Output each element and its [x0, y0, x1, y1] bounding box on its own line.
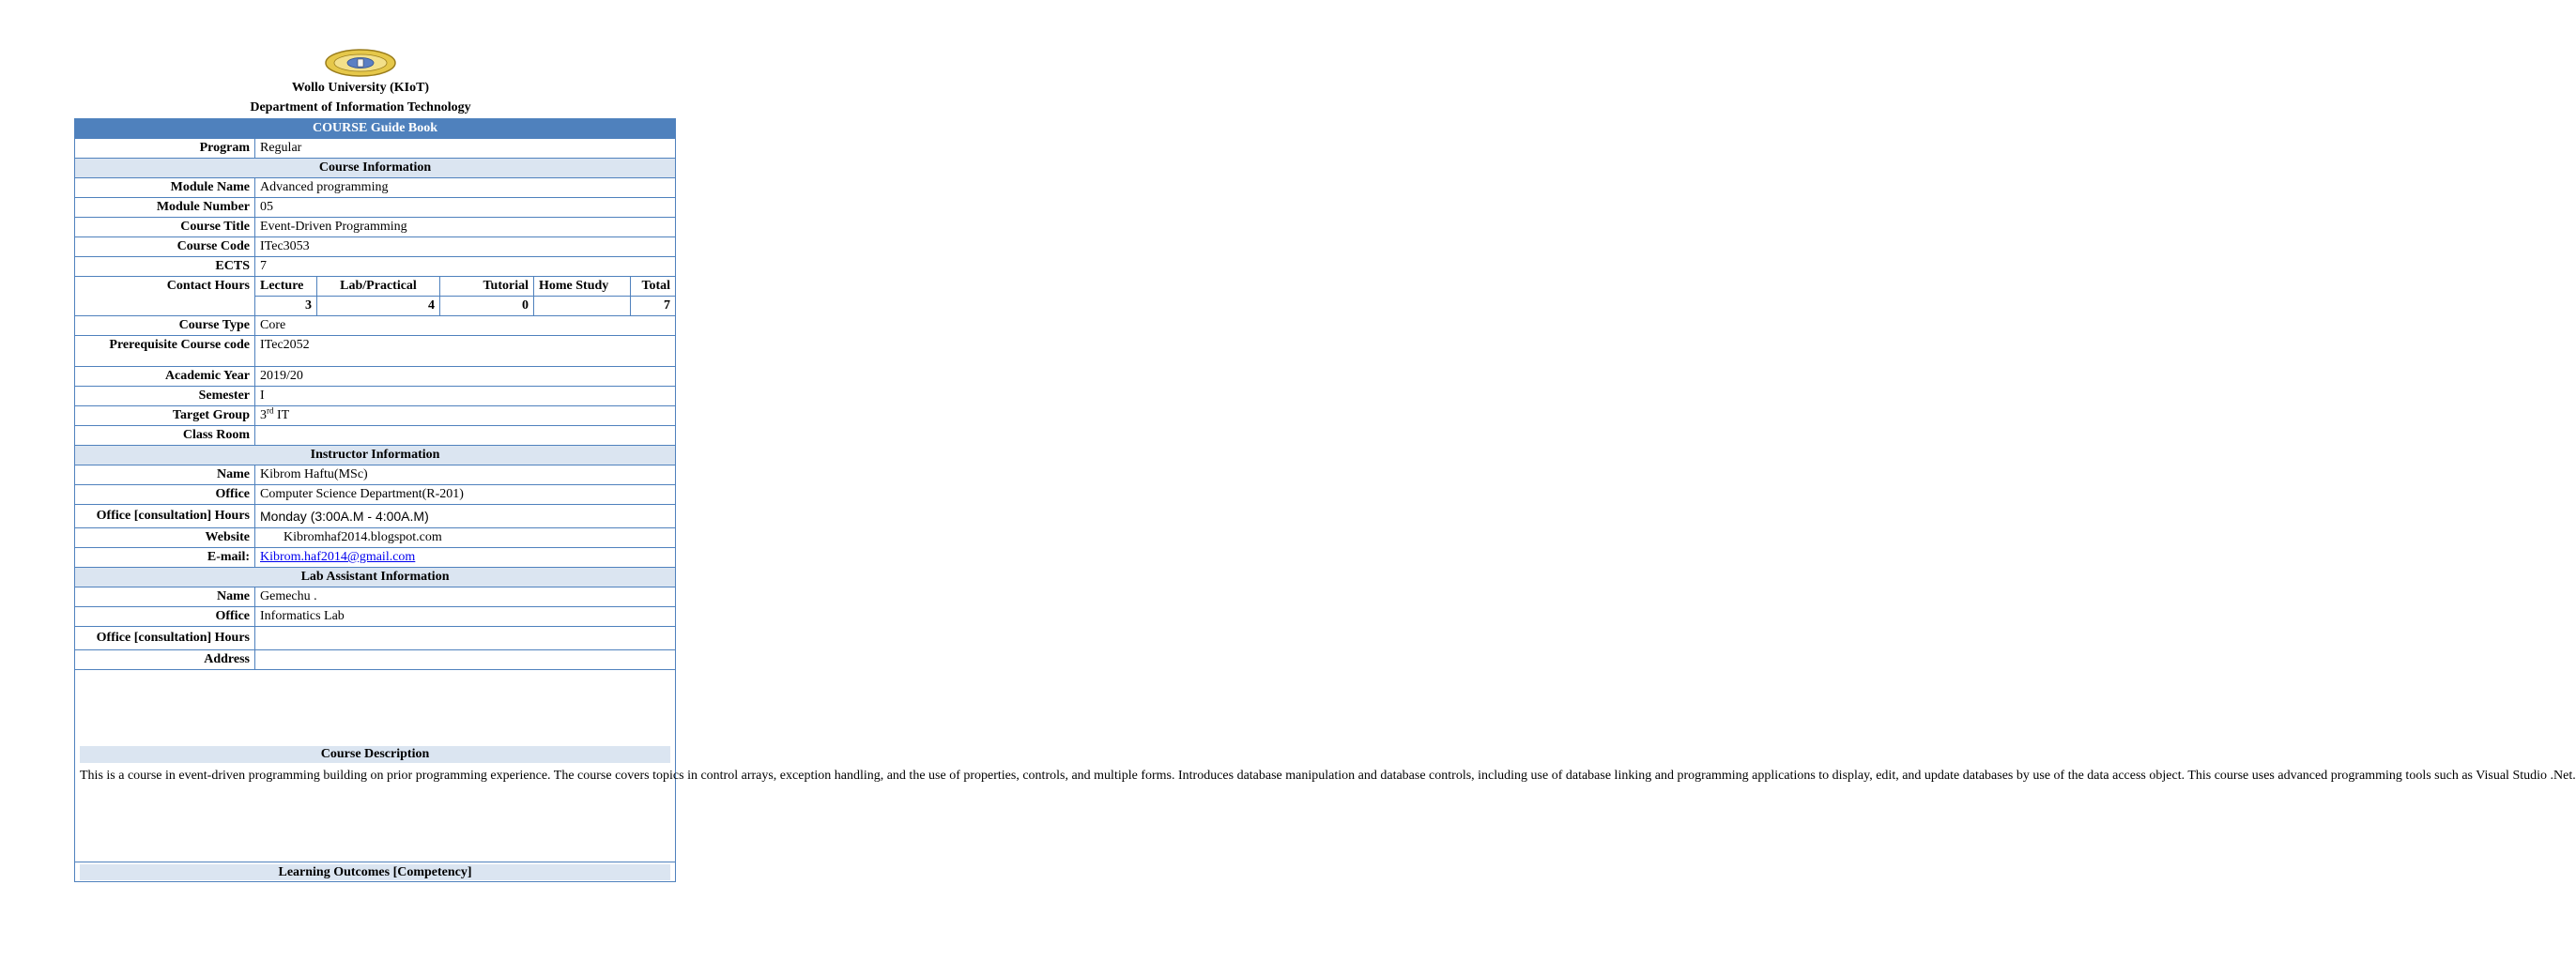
program-value: Regular: [255, 139, 676, 159]
contact-hours-header: Home Study: [534, 277, 631, 297]
target-group-text: IT: [273, 408, 290, 422]
instructor-website-label: Website: [75, 528, 255, 548]
academic-year-row: [75, 367, 676, 387]
banner-row: [75, 119, 676, 139]
contact-hours-header-row: [75, 277, 676, 297]
instructor-email-label: E-mail:: [75, 548, 255, 568]
academic-year-value: 2019/20: [255, 367, 676, 387]
course-title-value: Event-Driven Programming: [255, 218, 676, 237]
program-label: Program: [75, 139, 255, 159]
instructor-name-value: Kibrom Haftu(MSc): [255, 465, 676, 485]
module-number-label: Module Number: [75, 198, 255, 218]
lab-name-value: Gemechu .: [255, 587, 676, 607]
lab-hours-value: [255, 627, 676, 650]
lab-office-label: Office: [75, 607, 255, 627]
instructor-hours-row: [75, 505, 676, 528]
lab-hours-row: [75, 627, 676, 650]
instructor-website-value: Kibromhaf2014.blogspot.com: [255, 528, 676, 548]
course-description-text: This is a course in event-driven programming building on prior programming experience. The course covers topics in control arrays, exception handling, and the use of properties, controls, and multiple forms. Introduces database manipulation and database controls, including use of database linking and programming applications to display, edit, and update databases by use of the data access object. This course uses advanced programming tools such as Visual Studio .Net.: [80, 769, 2576, 783]
section-title: Lab Assistant Information: [75, 568, 676, 587]
semester-row: [75, 387, 676, 406]
class-room-value: [255, 426, 676, 446]
contact-hours-value: 3: [255, 297, 317, 316]
section-lab-assistant-information: [75, 568, 676, 587]
section-course-information: [75, 159, 676, 178]
ects-row: [75, 257, 676, 277]
semester-value: I: [255, 387, 676, 406]
module-number-row: [75, 198, 676, 218]
module-name-label: Module Name: [75, 178, 255, 198]
module-name-value: Advanced programming: [255, 178, 676, 198]
instructor-email-cell: [255, 548, 676, 568]
instructor-hours-value: Monday (3:00A.M - 4:00A.M): [255, 505, 676, 528]
learning-outcomes-row: [75, 862, 676, 882]
contact-hours-header: Lecture: [255, 277, 317, 297]
contact-hours-label: Contact Hours: [75, 277, 255, 316]
module-name-row: [75, 178, 676, 198]
lab-office-value: Informatics Lab: [255, 607, 676, 627]
course-code-value: ITec3053: [255, 237, 676, 257]
instructor-office-label: Office: [75, 485, 255, 505]
academic-year-label: Academic Year: [75, 367, 255, 387]
university-name: Wollo University (KIoT): [291, 81, 430, 95]
course-code-label: Course Code: [75, 237, 255, 257]
class-room-row: [75, 426, 676, 446]
target-group-ordinal: rd: [267, 405, 274, 416]
university-logo: [325, 49, 396, 77]
module-number-value: 05: [255, 198, 676, 218]
course-code-row: [75, 237, 676, 257]
ects-label: ECTS: [75, 257, 255, 277]
instructor-name-label: Name: [75, 465, 255, 485]
instructor-email-link[interactable]: Kibrom.haf2014@gmail.com: [260, 550, 416, 564]
instructor-website-row: [75, 528, 676, 548]
prerequisite-label: Prerequisite Course code: [75, 336, 255, 367]
learning-outcomes-title: Learning Outcomes [Competency]: [80, 864, 670, 880]
contact-hours-value: [534, 297, 631, 316]
section-instructor-information: [75, 446, 676, 465]
course-title-label: Course Title: [75, 218, 255, 237]
target-group-value: [255, 406, 676, 426]
lab-name-label: Name: [75, 587, 255, 607]
course-type-value: Core: [255, 316, 676, 336]
program-row: [75, 139, 676, 159]
course-type-row: [75, 316, 676, 336]
contact-hours-value: 0: [440, 297, 534, 316]
lab-hours-label: Office [consultation] Hours: [75, 627, 255, 650]
contact-hours-header: Total: [631, 277, 676, 297]
prerequisite-value: ITec2052: [255, 336, 676, 367]
instructor-hours-label: Office [consultation] Hours: [75, 505, 255, 528]
contact-hours-header: Tutorial: [440, 277, 534, 297]
instructor-office-value: Computer Science Department(R-201): [255, 485, 676, 505]
class-room-label: Class Room: [75, 426, 255, 446]
semester-label: Semester: [75, 387, 255, 406]
section-title: Course Information: [75, 159, 676, 178]
learning-outcomes-cell: [75, 862, 676, 882]
contact-hours-value: 7: [631, 297, 676, 316]
banner-title: COURSE Guide Book: [75, 119, 676, 139]
contact-hours-value: 4: [317, 297, 440, 316]
prerequisite-row: [75, 336, 676, 367]
target-group-number: 3: [260, 408, 267, 422]
course-description-title: Course Description: [80, 746, 670, 763]
lab-office-row: [75, 607, 676, 627]
lab-address-value: [255, 650, 676, 670]
section-title: Instructor Information: [75, 446, 676, 465]
ects-value: 7: [255, 257, 676, 277]
course-title-row: [75, 218, 676, 237]
lab-name-row: [75, 587, 676, 607]
course-description-cell: [75, 670, 2576, 862]
lab-address-label: Address: [75, 650, 255, 670]
course-description-row: [75, 670, 676, 862]
instructor-email-row: [75, 548, 676, 568]
target-group-label: Target Group: [75, 406, 255, 426]
department-name: Department of Information Technology: [250, 100, 471, 114]
target-group-row: [75, 406, 676, 426]
course-guide-table: [74, 118, 2576, 882]
lab-address-row: [75, 650, 676, 670]
course-type-label: Course Type: [75, 316, 255, 336]
contact-hours-header: Lab/Practical: [317, 277, 440, 297]
instructor-office-row: [75, 485, 676, 505]
instructor-name-row: [75, 465, 676, 485]
